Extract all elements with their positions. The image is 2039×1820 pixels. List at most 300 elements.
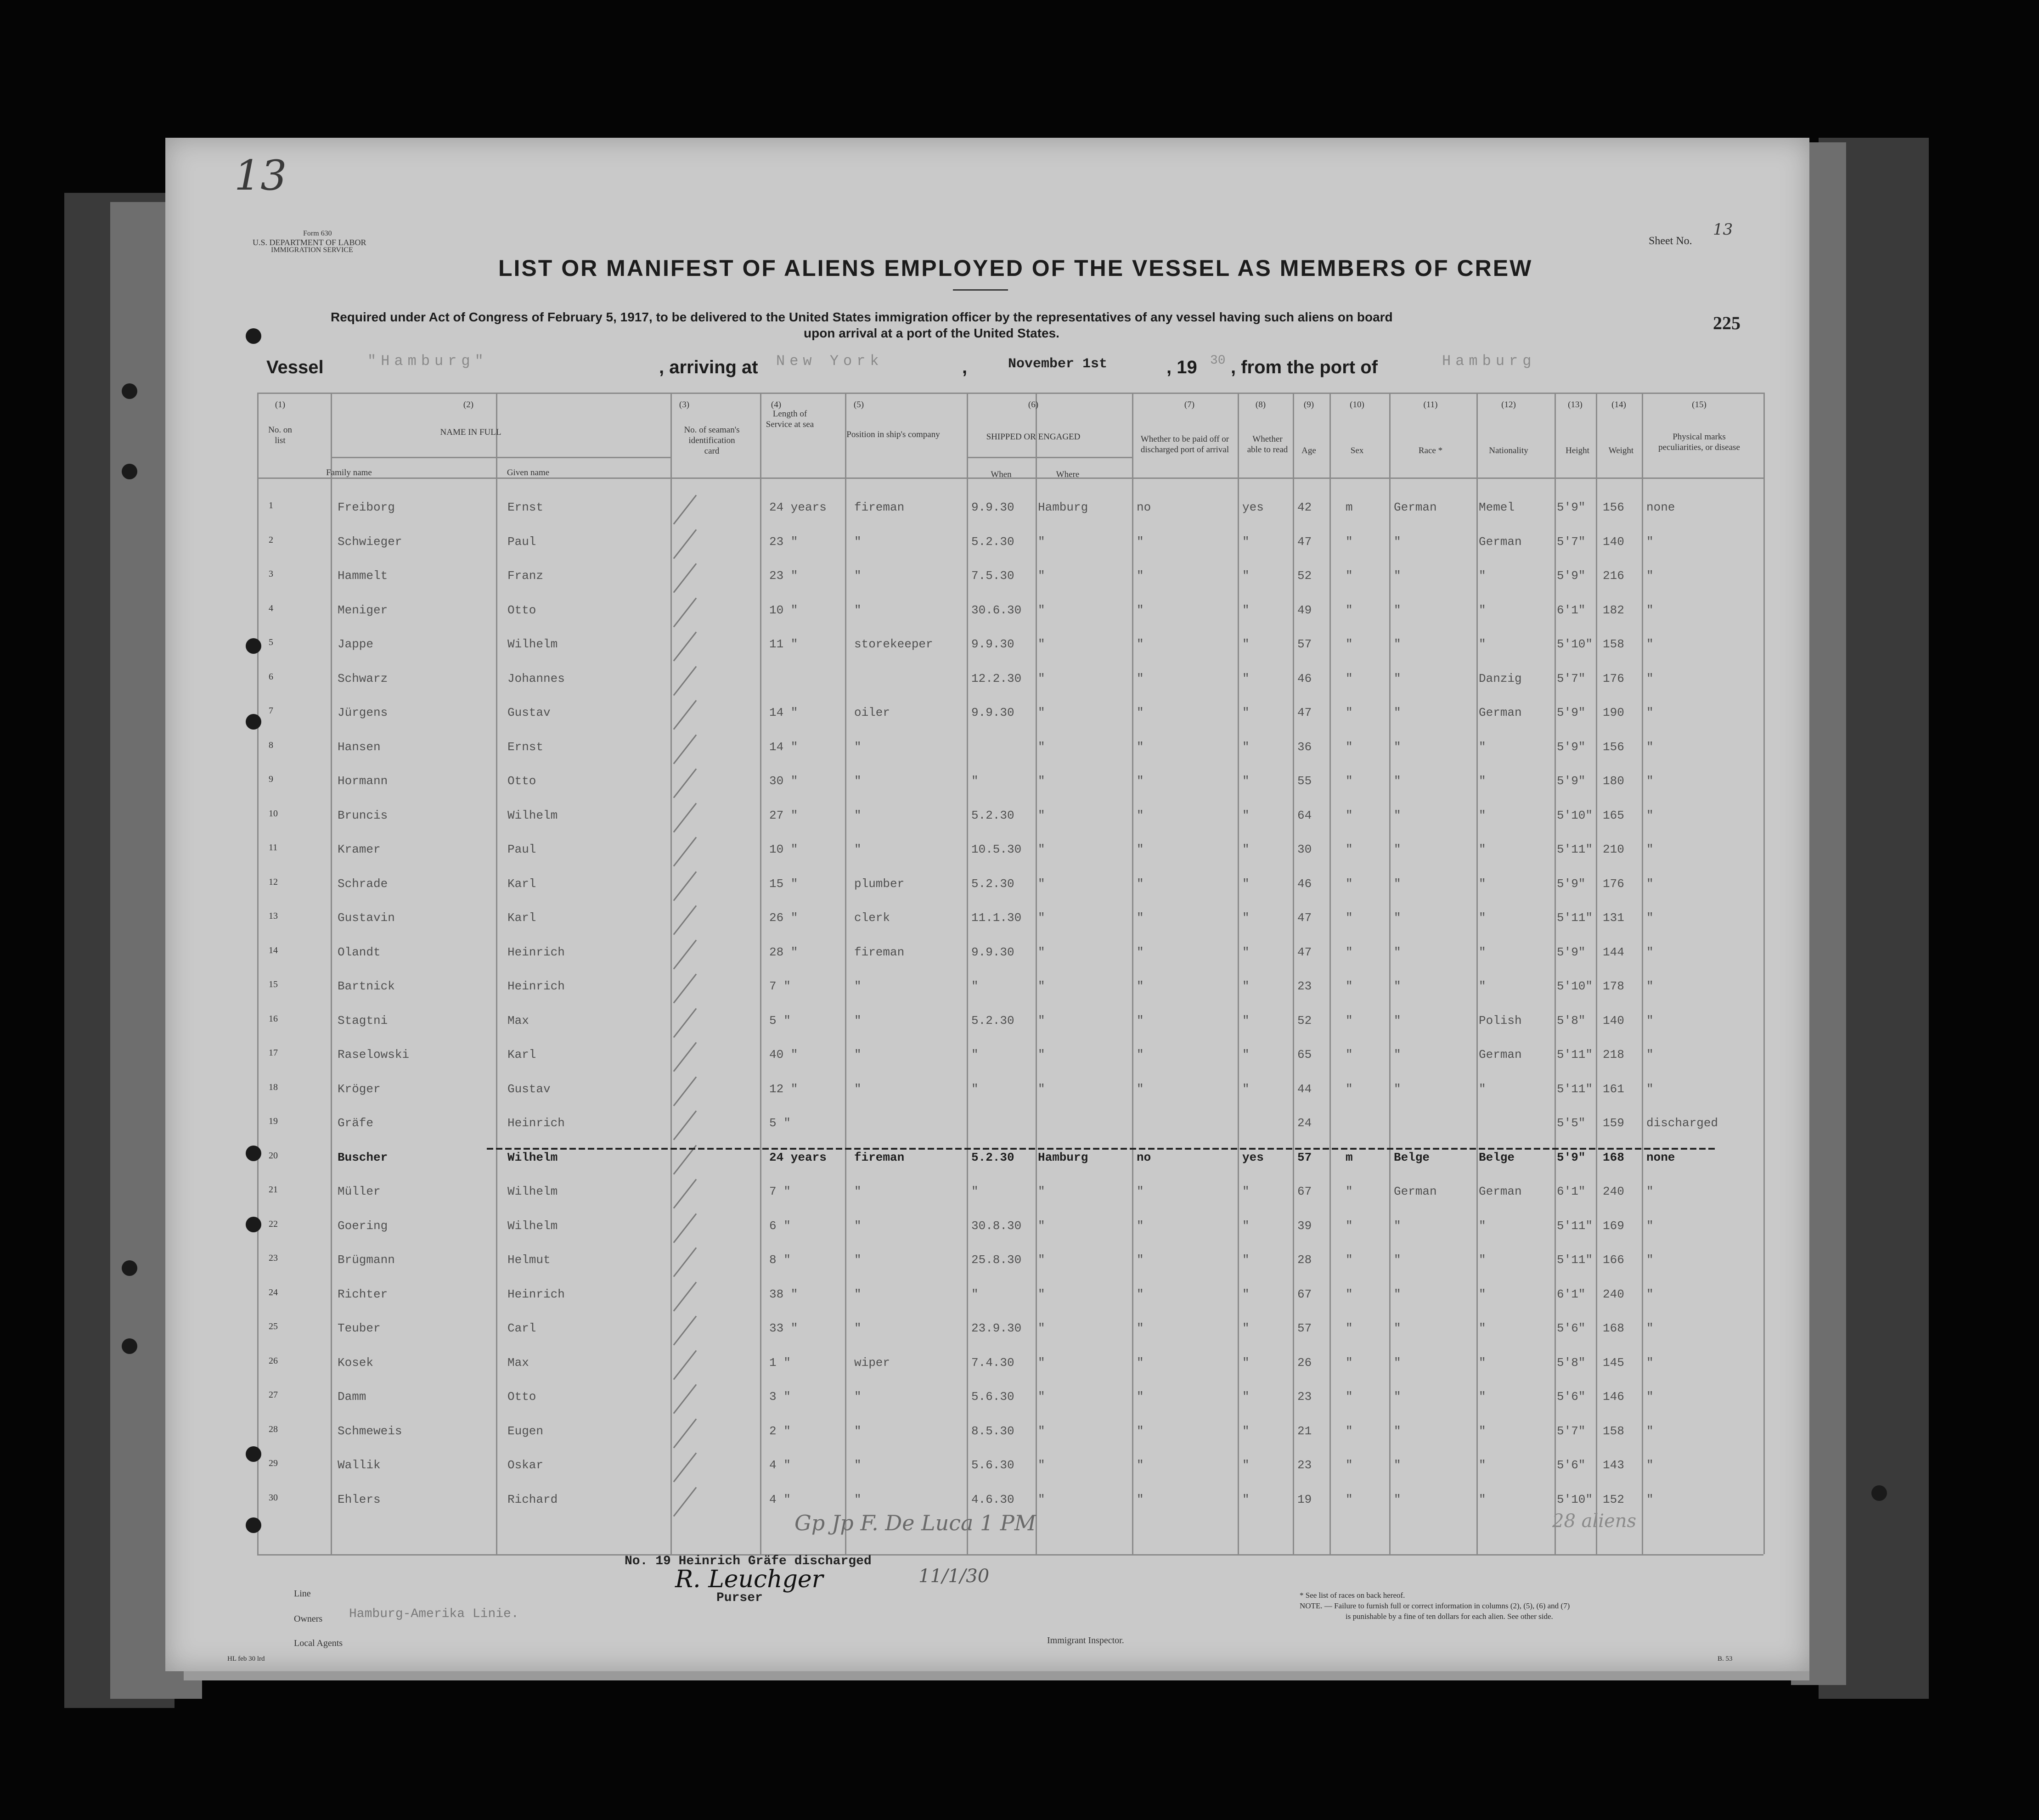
row-paid: "	[1137, 1253, 1144, 1267]
row-paid: "	[1137, 706, 1144, 719]
from-port: Hamburg	[1442, 353, 1536, 370]
row-read: "	[1242, 1390, 1250, 1404]
table-column-rule	[1238, 393, 1239, 1554]
row-weight: 158	[1603, 1424, 1624, 1438]
department-name: U.S. DEPARTMENT OF LABOR	[253, 238, 366, 247]
row-family: Kramer	[338, 843, 381, 856]
row-family: Freiborg	[338, 500, 395, 514]
row-no: 4	[269, 603, 273, 613]
row-read: "	[1242, 569, 1250, 583]
row-family: Gräfe	[338, 1116, 374, 1130]
row-nationality: Danzig	[1479, 671, 1522, 685]
row-age: 52	[1297, 1013, 1312, 1028]
row-where: "	[1038, 569, 1045, 583]
row-where: Hamburg	[1038, 1150, 1088, 1164]
row-when: 30.6.30	[971, 603, 1022, 617]
col12-number: (12)	[1501, 400, 1516, 410]
row-when: 8.5.30	[971, 1424, 1014, 1438]
row-sex: "	[1346, 671, 1353, 685]
row-weight: 131	[1603, 911, 1624, 925]
row-nationality: German	[1479, 706, 1522, 719]
row-weight: 156	[1603, 740, 1624, 754]
table-column-rule	[1293, 393, 1294, 1554]
row-family: Raselowski	[338, 1048, 410, 1062]
row-where: Hamburg	[1038, 500, 1088, 514]
row-age: 47	[1297, 706, 1312, 719]
row-marks: "	[1646, 1219, 1654, 1233]
row-given: Gustav	[507, 706, 551, 719]
row-sex: "	[1346, 1390, 1353, 1404]
row-paid: "	[1137, 1355, 1144, 1370]
row-when: 12.2.30	[971, 671, 1022, 685]
col2-number: (2)	[463, 400, 474, 410]
table-row-rule	[257, 1554, 1763, 1556]
row-read: "	[1242, 1321, 1250, 1335]
row-position: "	[854, 1082, 862, 1096]
row-position: "	[854, 1185, 862, 1198]
row-family: Schwieger	[338, 534, 402, 549]
row-family: Jappe	[338, 637, 374, 651]
row-service: 33 "	[769, 1321, 798, 1335]
binder-hole	[122, 383, 137, 399]
row-nationality: "	[1479, 740, 1486, 754]
binder-hole	[1871, 1485, 1887, 1501]
arrival-year: 30	[1210, 354, 1226, 368]
table-column-rule	[670, 393, 672, 1554]
row-family: Stagtni	[338, 1013, 388, 1028]
row-given: Karl	[507, 876, 536, 891]
row-read: "	[1242, 1082, 1250, 1096]
row-read: "	[1242, 1458, 1250, 1472]
row-race: "	[1394, 1355, 1401, 1370]
col9-header: Age	[1301, 446, 1316, 455]
row-nationality: "	[1479, 876, 1486, 891]
col13-header: Height	[1566, 446, 1589, 455]
row-no: 18	[269, 1082, 278, 1092]
arrival-date-sep: ,	[962, 357, 968, 377]
row-marks: "	[1646, 1492, 1654, 1506]
row-given: Paul	[507, 843, 536, 856]
print-code: HL feb 30 lrd	[227, 1655, 265, 1663]
table-column-rule	[1596, 393, 1597, 1554]
row-family: Hormann	[338, 774, 388, 788]
arrival-date: November 1st	[1008, 356, 1108, 372]
row-sex: "	[1346, 843, 1353, 856]
row-when: 9.9.30	[971, 945, 1014, 959]
row-weight: 165	[1603, 808, 1624, 822]
row19-strike-line	[487, 1148, 1718, 1150]
binder-hole	[246, 1217, 261, 1232]
row-service: 26 "	[769, 911, 798, 925]
binder-hole	[122, 464, 137, 479]
row-nationality: German	[1479, 534, 1522, 549]
row-nationality: "	[1479, 979, 1486, 993]
row-read: "	[1242, 534, 1250, 549]
row-position: "	[854, 1492, 862, 1506]
row-nationality: "	[1479, 808, 1486, 822]
row-given: Max	[507, 1355, 529, 1370]
row-race: "	[1394, 1321, 1401, 1335]
row-read: "	[1242, 876, 1250, 891]
row-when: 9.9.30	[971, 500, 1014, 514]
row-no: 10	[269, 808, 278, 819]
col8-number: (8)	[1255, 400, 1266, 410]
row-height: 5'10"	[1557, 637, 1593, 651]
row-paid: "	[1137, 740, 1144, 754]
row-age: 23	[1297, 979, 1312, 993]
row-when: 7.4.30	[971, 1355, 1014, 1370]
row-weight: 168	[1603, 1321, 1624, 1335]
table-column-rule	[331, 393, 332, 1554]
row-given: Ernst	[507, 740, 544, 754]
row-age: 19	[1297, 1492, 1312, 1506]
row-given: Franz	[507, 569, 544, 583]
table-column-rule	[1132, 393, 1133, 1554]
row-given: Wilhelm	[507, 1185, 558, 1198]
row-read: "	[1242, 1048, 1250, 1062]
row-when: 9.9.30	[971, 706, 1014, 719]
row-marks: "	[1646, 569, 1654, 583]
row-marks: "	[1646, 911, 1654, 925]
row-weight: 240	[1603, 1185, 1624, 1198]
row-read: yes	[1242, 500, 1264, 514]
row-no: 13	[269, 911, 278, 921]
row-race: German	[1394, 500, 1437, 514]
discharge-note: No. 19 Heinrich Gräfe discharged	[625, 1554, 872, 1568]
row-height: 5'7"	[1557, 671, 1586, 685]
row-height: 5'10"	[1557, 1492, 1593, 1506]
table-column-rule	[1036, 393, 1037, 1554]
row-given: Wilhelm	[507, 1219, 558, 1233]
row-where: "	[1038, 1013, 1045, 1028]
row-when: "	[971, 1048, 979, 1062]
row-read: "	[1242, 808, 1250, 822]
row-read: "	[1242, 1355, 1250, 1370]
row-nationality: "	[1479, 1390, 1486, 1404]
row-family: Hansen	[338, 740, 381, 754]
row-height: 5'11"	[1557, 1048, 1593, 1062]
row-height: 6'1"	[1557, 1287, 1586, 1301]
row-age: 57	[1297, 1321, 1312, 1335]
row-family: Kröger	[338, 1082, 381, 1096]
col11-number: (11)	[1423, 400, 1438, 410]
row-age: 65	[1297, 1048, 1312, 1062]
row-paid: "	[1137, 1013, 1144, 1028]
row-nationality: German	[1479, 1185, 1522, 1198]
row-height: 5'9"	[1557, 500, 1586, 514]
binder-hole	[246, 714, 261, 730]
row-age: 49	[1297, 603, 1312, 617]
col12-header: Nationality	[1489, 446, 1528, 455]
row-position: fireman	[854, 1150, 905, 1164]
row-sex: "	[1346, 740, 1353, 754]
row-paid: "	[1137, 774, 1144, 788]
row-paid: "	[1137, 1048, 1144, 1062]
row-read: "	[1242, 979, 1250, 993]
binder-hole	[246, 638, 261, 654]
page-number: 13	[234, 152, 287, 200]
row-height: 5'11"	[1557, 1082, 1593, 1096]
row-weight: 143	[1603, 1458, 1624, 1472]
row-family: Schmeweis	[338, 1424, 402, 1438]
line-label: Line	[294, 1589, 311, 1599]
row-race: "	[1394, 1390, 1401, 1404]
col3-header: No. of seaman's identification card	[684, 425, 740, 456]
row-read: "	[1242, 911, 1250, 925]
col14-header: Weight	[1608, 446, 1634, 455]
row-service: 10 "	[769, 843, 798, 856]
row-weight: 169	[1603, 1219, 1624, 1233]
row-sex: "	[1346, 774, 1353, 788]
row-paid: "	[1137, 945, 1144, 959]
col15-number: (15)	[1692, 400, 1707, 410]
col15-header: Physical marks peculiarities, or disease	[1658, 432, 1740, 452]
row-marks: "	[1646, 603, 1654, 617]
row-no: 30	[269, 1492, 278, 1503]
row-marks: "	[1646, 774, 1654, 788]
row-nationality: "	[1479, 1424, 1486, 1438]
row-service: 5 "	[769, 1013, 791, 1028]
row-sex: "	[1346, 1253, 1353, 1267]
row-sex: "	[1346, 534, 1353, 549]
row-given: Heinrich	[507, 945, 565, 959]
row-service: 1 "	[769, 1355, 791, 1370]
row-where: "	[1038, 1287, 1045, 1301]
row-weight: 158	[1603, 637, 1624, 651]
row-race: "	[1394, 534, 1401, 549]
row-no: 19	[269, 1116, 278, 1126]
row-given: Karl	[507, 1048, 536, 1062]
row-weight: 182	[1603, 603, 1624, 617]
discharge-date: 11/1/30	[918, 1566, 990, 1587]
col5-number: (5)	[853, 400, 864, 410]
col10-number: (10)	[1350, 400, 1364, 410]
row-service: 4 "	[769, 1492, 791, 1506]
inspector-signature-marks: Gp Jp F. De Luca 1 PM	[794, 1511, 1036, 1535]
row-race: "	[1394, 671, 1401, 685]
row-age: 46	[1297, 671, 1312, 685]
row-sex: "	[1346, 911, 1353, 925]
col5-header: Position in ship's company	[846, 430, 940, 439]
row-nationality: "	[1479, 1321, 1486, 1335]
row-when: 5.2.30	[971, 876, 1014, 891]
row-position: "	[854, 1458, 862, 1472]
row-where: "	[1038, 637, 1045, 651]
row-marks: "	[1646, 1287, 1654, 1301]
table-column-rule	[760, 393, 761, 1554]
row-position: fireman	[854, 945, 905, 959]
row-given: Johannes	[507, 671, 565, 685]
row-nationality: German	[1479, 1048, 1522, 1062]
table-row-rule	[331, 457, 670, 458]
row-given: Heinrich	[507, 979, 565, 993]
row-position: "	[854, 603, 862, 617]
table-row-rule	[967, 457, 1132, 458]
row-sex: m	[1346, 500, 1353, 514]
row-given: Otto	[507, 774, 536, 788]
row-race: Belge	[1394, 1150, 1430, 1164]
col2-family-header: Family name	[326, 468, 372, 477]
row-nationality: "	[1479, 911, 1486, 925]
row-family: Goering	[338, 1219, 388, 1233]
row-weight: 168	[1603, 1150, 1624, 1164]
row-race: "	[1394, 911, 1401, 925]
row-nationality: "	[1479, 637, 1486, 651]
row-family: Meniger	[338, 603, 388, 617]
row-where: "	[1038, 843, 1045, 856]
row-height: 5'11"	[1557, 1253, 1593, 1267]
row-sex: "	[1346, 1219, 1353, 1233]
binder-hole	[246, 328, 261, 344]
row-given: Otto	[507, 1390, 536, 1404]
row-weight: 161	[1603, 1082, 1624, 1096]
row-position: "	[854, 1048, 862, 1062]
row-race: "	[1394, 808, 1401, 822]
row-age: 57	[1297, 637, 1312, 651]
row-read: "	[1242, 1253, 1250, 1267]
row-nationality: "	[1479, 1458, 1486, 1472]
row-family: Buscher	[338, 1150, 388, 1164]
purser-label: Purser	[716, 1591, 763, 1605]
row-no: 21	[269, 1185, 278, 1195]
col6-header: SHIPPED OR ENGAGED	[986, 432, 1081, 442]
row-sex: "	[1346, 569, 1353, 583]
row-height: 6'1"	[1557, 603, 1586, 617]
row-no: 28	[269, 1424, 278, 1434]
col4-header: Length of Service at sea	[766, 409, 814, 429]
row-height: 5'11"	[1557, 843, 1593, 856]
row-no: 15	[269, 979, 278, 989]
row-marks: "	[1646, 1253, 1654, 1267]
row-weight: 218	[1603, 1048, 1624, 1062]
row-when: "	[971, 1185, 979, 1198]
row-family: Gustavin	[338, 911, 395, 925]
row-age: 52	[1297, 569, 1312, 583]
row-nationality: "	[1479, 843, 1486, 856]
row-family: Jürgens	[338, 706, 388, 719]
row-sex: "	[1346, 979, 1353, 993]
row-height: 5'9"	[1557, 569, 1586, 583]
row-sex: "	[1346, 1458, 1353, 1472]
row-read: "	[1242, 1424, 1250, 1438]
year-label: , 19	[1166, 357, 1197, 377]
row-weight: 140	[1603, 1013, 1624, 1028]
row-position: "	[854, 1253, 862, 1267]
row-where: "	[1038, 1492, 1045, 1506]
row-nationality: "	[1479, 1253, 1486, 1267]
row-where: "	[1038, 945, 1045, 959]
row-where: "	[1038, 1082, 1045, 1096]
row-marks: none	[1646, 500, 1675, 514]
row-when: 5.2.30	[971, 1150, 1014, 1164]
row-service: 15 "	[769, 876, 798, 891]
row-where: "	[1038, 911, 1045, 925]
col6-when-header: When	[991, 470, 1012, 479]
row-position: "	[854, 1390, 862, 1404]
row-read: "	[1242, 945, 1250, 959]
col8-header: Whether able to read	[1247, 434, 1288, 455]
immigrant-inspector-label: Immigrant Inspector.	[1047, 1635, 1124, 1646]
row-weight: 178	[1603, 979, 1624, 993]
row-age: 21	[1297, 1424, 1312, 1438]
row-paid: "	[1137, 1424, 1144, 1438]
row-read: "	[1242, 671, 1250, 685]
row-family: Damm	[338, 1390, 366, 1404]
row-position: fireman	[854, 500, 905, 514]
row-weight: 159	[1603, 1116, 1624, 1130]
row-service: 23 "	[769, 569, 798, 583]
row-weight: 156	[1603, 500, 1624, 514]
row-height: 5'6"	[1557, 1321, 1586, 1335]
row-age: 23	[1297, 1390, 1312, 1404]
table-column-rule	[1389, 393, 1391, 1554]
row-family: Hammelt	[338, 569, 388, 583]
row-given: Eugen	[507, 1424, 544, 1438]
row-when: 23.9.30	[971, 1321, 1022, 1335]
row-marks: "	[1646, 671, 1654, 685]
row-read: "	[1242, 1219, 1250, 1233]
owners-label: Owners	[294, 1614, 323, 1624]
row-height: 5'9"	[1557, 740, 1586, 754]
binder-hole	[246, 1517, 261, 1533]
row-when: 30.8.30	[971, 1219, 1022, 1233]
row-sex: m	[1346, 1150, 1353, 1164]
row-height: 6'1"	[1557, 1185, 1586, 1198]
row-read: "	[1242, 1287, 1250, 1301]
row-age: 46	[1297, 876, 1312, 891]
row-service: 24 years	[769, 1150, 827, 1164]
col2-header: NAME IN FULL	[440, 427, 501, 437]
local-agents-label: Local Agents	[294, 1638, 343, 1648]
row-no: 26	[269, 1355, 278, 1366]
purser-signature: R. Leuchger	[675, 1566, 823, 1593]
row-service: 2 "	[769, 1424, 791, 1438]
row-where: "	[1038, 740, 1045, 754]
row-weight: 176	[1603, 671, 1624, 685]
row-paid: "	[1137, 876, 1144, 891]
form-number: Form 630	[303, 230, 332, 237]
row-position: "	[854, 740, 862, 754]
row-sex: "	[1346, 945, 1353, 959]
row-position: "	[854, 569, 862, 583]
row-marks: "	[1646, 979, 1654, 993]
row-marks: "	[1646, 1082, 1654, 1096]
row-when: 25.8.30	[971, 1253, 1022, 1267]
row-given: Carl	[507, 1321, 536, 1335]
row-weight: 166	[1603, 1253, 1624, 1267]
row-sex: "	[1346, 1321, 1353, 1335]
row-family: Brügmann	[338, 1253, 395, 1267]
row-height: 5'5"	[1557, 1116, 1586, 1130]
row-paid: "	[1137, 1458, 1144, 1472]
row-age: 57	[1297, 1150, 1312, 1164]
row-position: oiler	[854, 706, 890, 719]
row-marks: "	[1646, 534, 1654, 549]
row-family: Olandt	[338, 945, 381, 959]
col1-number: (1)	[275, 400, 286, 410]
row-position: clerk	[854, 911, 890, 925]
row-nationality: "	[1479, 774, 1486, 788]
row-service: 11 "	[769, 637, 798, 651]
row-where: "	[1038, 1219, 1045, 1233]
row-position: "	[854, 1424, 862, 1438]
row-race: "	[1394, 1424, 1401, 1438]
row-given: Gustav	[507, 1082, 551, 1096]
col7-number: (7)	[1184, 400, 1195, 410]
row-paid: "	[1137, 1287, 1144, 1301]
table-row-rule	[257, 393, 1763, 394]
row-marks: "	[1646, 706, 1654, 719]
